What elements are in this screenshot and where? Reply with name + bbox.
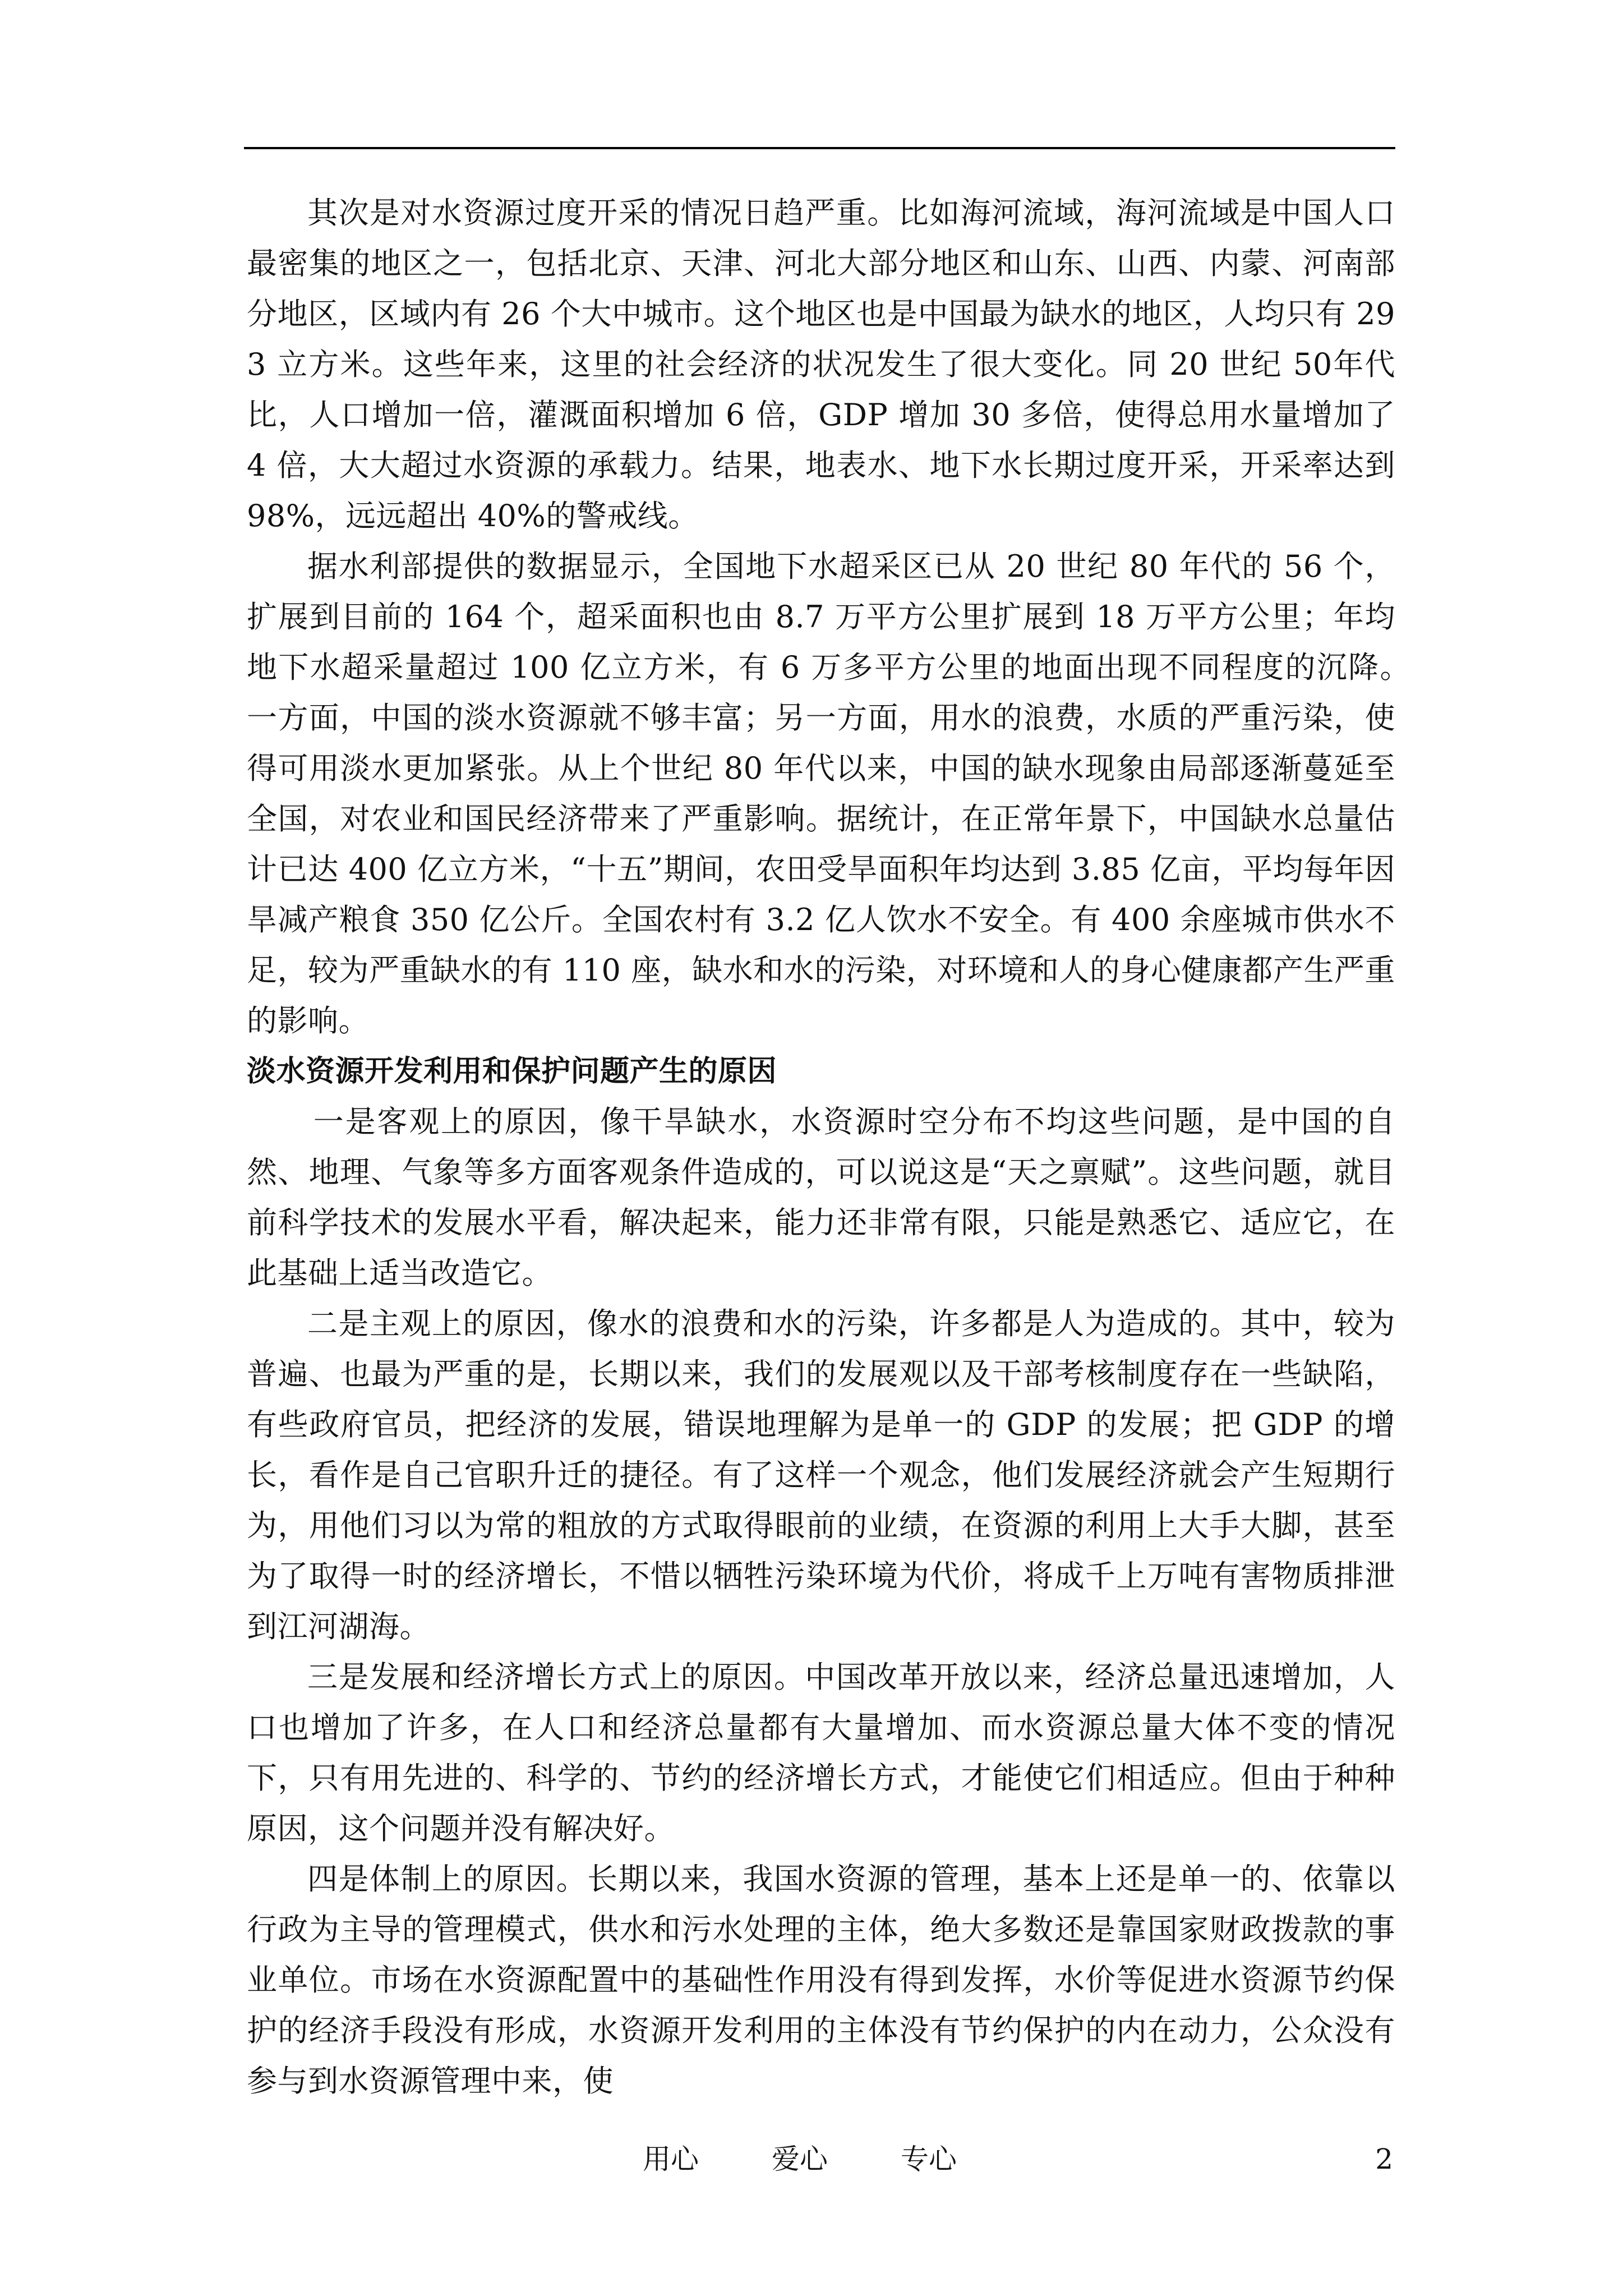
paragraph-reason-objective: 一是客观上的原因，像干旱缺水，水资源时空分布不均这些问题，是中国的自然、地理、气象等多方面客观条件造成的，可以说这是“天之禀赋”。这些问题，就目前科学技术的发展水平看，解决起来，能力还非常有限，只能是熟悉它、适应它，在此基础上适当改造它。	[247, 1104, 1395, 1291]
paragraph-reason-growth-mode: 三是发展和经济增长方式上的原因。中国改革开放以来，经济总量迅速增加，人口也增加了许多，在人口和经济总量都有大量增加、而水资源总量大体不变的情况下，只有用先进的、科学的、节约的经济增长方式，才能使它们相适应。但由于种种原因，这个问题并没有解决好。	[247, 1659, 1395, 1846]
document-body	[247, 188, 1456, 2106]
page-number: 2	[1375, 2143, 1393, 2175]
section-heading: 淡水资源开发利用和保护问题产生的原因	[247, 1055, 777, 1088]
footer-motto-item: 爱心	[772, 2143, 828, 2175]
footer-motto-item: 用心	[643, 2143, 699, 2175]
paragraph-overexploitation: 其次是对水资源过度开采的情况日趋严重。比如海河流域，海河流域是中国人口最密集的地区之一，包括北京、天津、河北大部分地区和山东、山西、内蒙、河南部分地区，区域内有 26 个大中城市。这个地区也是中国最为缺水的地区，人均只有 293 立方米。这些年来，这里的社会经济的状况发生了很大变化。同 20 世纪 50年代比，人口增加一倍，灌溉面积增加 6 倍，GDP 增加 30 多倍，使得总用水量增加了 4 倍，大大超过水资源的承载力。结果，地表水、地下水长期过度开采，开采率达到 98%，远远超出 40%的警戒线。	[247, 195, 1395, 533]
paragraph-groundwater-data: 据水利部提供的数据显示，全国地下水超采区已从 20 世纪 80 年代的 56 个，扩展到目前的 164 个，超采面积也由 8.7 万平方公里扩展到 18 万平方公里；年均地下水超采量超过 100 亿立方米，有 6 万多平方公里的地面出现不同程度的沉降。 一方面，中国的淡水资源就不够丰富；另一方面，用水的浪费，水质的严重污染，使得可用淡水更加紧张。从上个世纪 80 年代以来，中国的缺水现象由局部逐渐蔓延至全国，对农业和国民经济带来了严重影响。据统计，在正常年景下，中国缺水总量估计已达 400 亿立方米，“十五”期间，农田受旱面积年均达到 3.85 亿亩，平均每年因旱减产粮食 350 亿公斤。全国农村有 3.2 亿人饮水不安全。有 400 余座城市供水不足，较为严重缺水的有 110 座，缺水和水的污染，对环境和人的身心健康都产生严重的影响。	[247, 549, 1456, 1038]
paragraph-reason-institutional: 四是体制上的原因。长期以来，我国水资源的管理，基本上还是单一的、依靠以行政为主导的管理模式，供水和污水处理的主体，绝大多数还是靠国家财政拨款的事业单位。市场在水资源配置中的基础性作用没有得到发挥，水价等促进水资源节约保护的经济手段没有形成，水资源开发利用的主体没有节约保护的内在动力，公众没有参与到水资源管理中来，使	[247, 1861, 1395, 2099]
page-footer	[0, 2139, 1623, 2179]
header-rule	[244, 147, 1395, 149]
footer-motto-item: 专心	[901, 2143, 957, 2175]
footer-motto	[643, 2139, 957, 2179]
paragraph-reason-subjective: 二是主观上的原因，像水的浪费和水的污染，许多都是人为造成的。其中，较为普遍、也最为严重的是，长期以来，我们的发展观以及干部考核制度存在一些缺陷，有些政府官员，把经济的发展，错误地理解为是单一的 GDP 的发展；把 GDP 的增长，看作是自己官职升迁的捷径。有了这样一个观念，他们发展经济就会产生短期行为，用他们习以为常的粗放的方式取得眼前的业绩，在资源的利用上大手大脚，甚至为了取得一时的经济增长，不惜以牺牲污染环境为代价，将成千上万吨有害物质排泄到江河湖海。	[247, 1306, 1395, 1644]
